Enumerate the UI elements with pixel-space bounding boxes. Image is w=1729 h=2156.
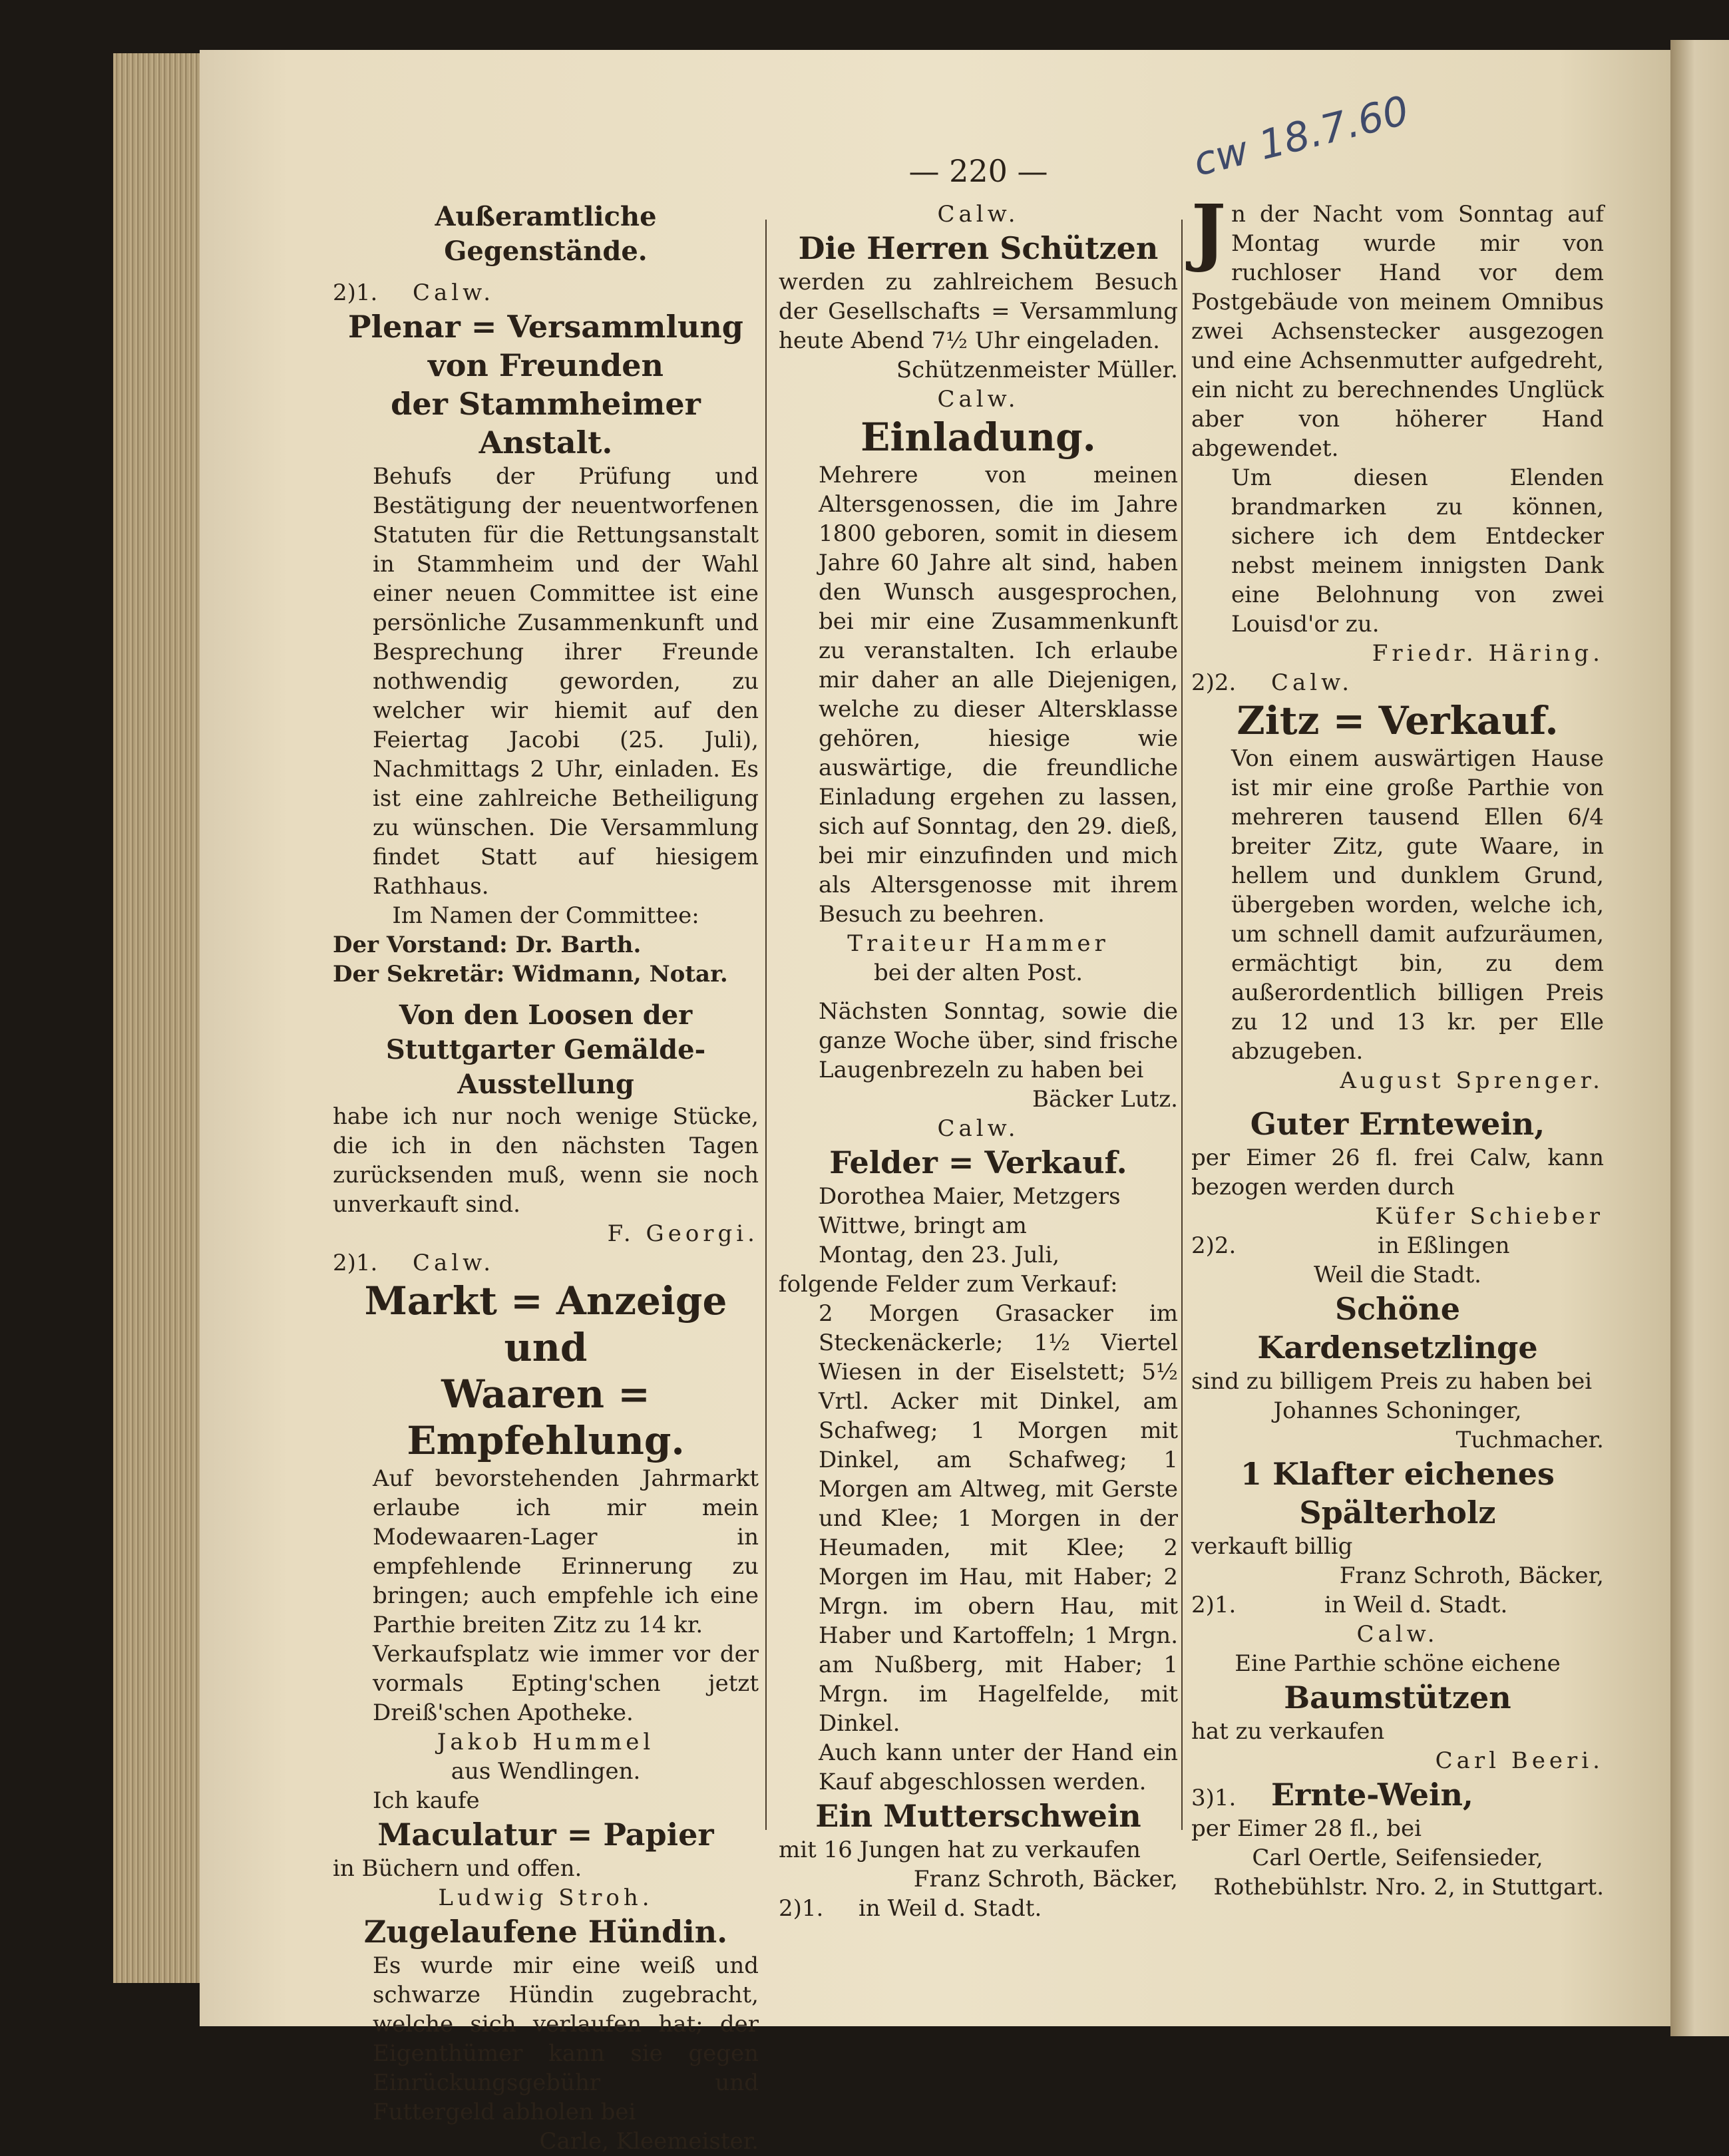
column-rule-1 [765,220,767,1830]
ad-signature: F. Georgi. [607,1220,759,1247]
ad-place: Calw. [1271,669,1354,696]
section-title: Außeramtliche Gegenstände. [435,201,657,267]
ad-signature: Franz Schroth, Bäcker, [1339,1562,1604,1589]
ad-list: 2 Morgen Grasacker im Steckenäckerle; 1½ Viertel Wiesen in der Eiselstett; 5½ Vrtl. Acker mit Dinkel, am Schafweg; 1 Morgen mit Dinkel, am Schafweg; 1 Morgen am Altweg, mit Gerste und Klee; 1 Morgen in der Heumaden, mit Klee; 2 Morgen im Hau, mit Haber; 2 Mrgn. im obern Hau, mit Haber und Kartoffeln; 1 Mrgn. am Nußberg, mit Haber; 1 Mrgn. im Hagelfelde, mit Dinkel. [819,1300,1178,1737]
ad-signature: Der Sekretär: Widmann, Notar. [333,961,728,988]
ad-ref: 2)1. [1191,1592,1237,1618]
ad-title: Markt = Anzeige und [364,1278,727,1370]
drop-cap: J [1191,188,1227,274]
ad-signature: August Sprenger. [1340,1067,1604,1094]
ad-signature: Im Namen der Committee: [392,902,699,929]
ad-title: der Stammheimer Anstalt. [391,386,701,460]
ad-title: Ernte-Wein, [1271,1777,1473,1813]
ad-body: hat zu verkaufen [1191,1718,1385,1745]
ad-body: Um diesen Elenden brandmarken zu können, sichere ich dem Entdecker nebst meinem innigsten Dank eine Belohnung von zwei Louisd'or zu. [1231,464,1604,637]
ad-body: habe ich nur noch wenige Stücke, die ich in den nächsten Tagen zurücksenden muß, wenn sie noch unverkauft sind. [333,1103,759,1218]
ad-signature: Carl Beeri. [1435,1747,1604,1774]
ad-signature: Tuchmacher. [1455,1427,1604,1453]
ad-title: Maculatur = Papier [377,1817,714,1853]
ad-title: Guter Erntewein, [1250,1106,1545,1142]
ad-ref: 2)2. [1191,1232,1237,1259]
ad-title: Plenar = Versammlung [348,309,743,345]
column-2 [779,200,1178,1923]
ad-place: Calw. [937,386,1020,413]
ad-signature: Ludwig Stroh. [438,1885,654,1911]
ad-place: Calw. [937,201,1020,228]
ad-title: Zugelaufene Hündin. [363,1914,728,1950]
ad-body: Montag, den 23. Juli, [819,1242,1060,1268]
ad-place: Calw. [937,1115,1020,1142]
ad-title: Von den Loosen der Stuttgarter Gemälde-Ausstellung [385,999,706,1100]
ad-body: verkauft billig [1191,1533,1353,1560]
ad-signature: Franz Schroth, Bäcker, [913,1866,1178,1892]
ad-body: Dorothea Maier, Metzgers Wittwe, bringt am [819,1183,1121,1239]
ad-ref: 2)2. [1191,669,1237,696]
ad-signature: in Eßlingen [1378,1232,1510,1259]
ad-body: Verkaufsplatz wie immer vor der vormals Epting'schen jetzt Dreiß'schen Apotheke. [373,1641,759,1726]
ad-intro: Ich kaufe [373,1787,480,1814]
ad-body: mit 16 Jungen hat zu verkaufen [779,1837,1141,1863]
page-number: — 220 — [908,153,1048,189]
ad-title: Baumstützen [1284,1680,1511,1715]
ad-body: Auch kann unter der Hand ein Kauf abgeschlossen werden. [819,1739,1178,1795]
ad-ref: 2)1. [333,1250,378,1276]
ad-body: folgende Felder zum Verkauf: [779,1271,1118,1298]
ad-title: Schöne Kardensetzlinge [1257,1291,1538,1365]
ad-body: Eine Parthie schöne eichene [1235,1650,1561,1677]
ad-signature: in Weil d. Stadt. [859,1895,1042,1922]
ad-body: n der Nacht vom Sonntag auf Montag wurde mir von ruchloser Hand vor dem Postgebäude von meinem Omnibus zwei Achsenstecker ausgezogen und eine Achsenmutter aufgedreht, ein nicht zu berechnendes Unglück aber von höherer Hand abgewendet. [1191,201,1604,462]
ad-place: Calw. [413,279,495,306]
ad-title: Ein Mutterschwein [815,1798,1141,1834]
ad-ref: 2)1. [333,279,378,306]
ad-signature: Carle, Kleemeister. [539,2128,759,2155]
column-1 [333,200,759,2156]
ad-body: Auf bevorstehenden Jahrmarkt erlaube ich mir mein Modewaaren-Lager in empfehlende Erinnerung zu bringen; auch empfehle ich eine Parthie breiten Zitz zu 14 kr. [373,1465,759,1638]
ad-signature: Rothebühlstr. Nro. 2, in Stuttgart. [1213,1874,1604,1900]
ad-signature: aus Wendlingen. [451,1758,641,1785]
ad-place: Calw. [413,1250,495,1276]
ad-signature: Bäcker Lutz. [1032,1086,1178,1113]
ad-body: Es wurde mir eine weiß und schwarze Hündin zugebracht, welche sich verlaufen hat; der Eigenthümer kann sie gegen Einrückungsgebühr und Futtergeld abholen bei [373,1952,759,2125]
ad-title: Waaren = Empfehlung. [407,1371,685,1463]
ad-signature: Schützenmeister Müller. [896,357,1178,383]
ad-body: Mehrere von meinen Altersgenossen, die im Jahre 1800 geboren, somit in diesem Jahre 60 Jahre alt sind, haben den Wunsch ausgesprochen, bei mir eine Zusammenkunft zu veranstalten. Ich erlaube mir daher an alle Diejenigen, welche zu dieser Altersklasse gehören, hiesige wie auswärtige, die freundliche Einladung ergehen zu lassen, sich auf Sonntag, den 29. dieß, bei mir einzufinden und mich als Altersgenosse mit ihrem Besuch zu beehren. [819,462,1178,928]
ad-signature: Küfer Schieber [1375,1203,1604,1230]
ad-ref: 3)1. [1191,1785,1237,1811]
ad-signature: Friedr. Häring. [1372,640,1604,667]
ad-body: in Büchern und offen. [333,1855,582,1882]
ad-title: 1 Klafter eichenes Spälterholz [1241,1456,1555,1530]
ad-title: von Freunden [428,347,664,383]
ad-body: per Eimer 28 fl., bei [1191,1815,1422,1842]
ad-signature: Jakob Hummel [437,1729,655,1755]
ad-signature: Carl Oertle, Seifensieder, [1252,1845,1543,1871]
ad-body: sind zu billigem Preis zu haben bei [1191,1368,1593,1395]
ad-body: Behufs der Prüfung und Bestätigung der neuentworfenen Statuten für die Rettungsanstalt in Stammheim und der Wahl einer neuen Committee ist eine persönliche Zusammenkunft und Besprechung ihrer Freunde nothwendig geworden, zu welcher wir hiemit auf den Feiertag Jacobi (25. Juli), Nachmittags 2 Uhr, einladen. Es ist eine zahlreiche Betheiligung zu wünschen. Die Versammlung findet Statt auf hiesigem Rathhaus. [373,463,759,900]
ad-title: Zitz = Verkauf. [1237,698,1559,743]
ad-ref: 2)1. [779,1895,824,1922]
ad-body: per Eimer 26 fl. frei Calw, kann bezogen werden durch [1191,1145,1604,1200]
ad-title: Felder = Verkauf. [829,1145,1127,1180]
ad-title: Einladung. [861,415,1096,460]
handwritten-note: cw 18.7.60 [1189,87,1414,186]
ad-body: werden zu zahlreichem Besuch der Gesellschafts = Versammlung heute Abend 7½ Uhr eingeladen. [779,269,1178,354]
facing-page-edge [1670,40,1729,2036]
ad-title: Die Herren Schützen [798,230,1159,266]
ad-body: Von einem auswärtigen Hause ist mir eine große Parthie von mehreren tausend Ellen 6/4 breiter Zitz, gute Waare, in hellem und dunklem Grund, übergeben worden, welche ich, um schnell damit aufzuräumen, ermächtigt bin, zu dem außerordentlich billigen Preis zu 12 und 13 kr. per Elle abzugeben. [1231,745,1604,1065]
ad-signature: in Weil d. Stadt. [1324,1592,1508,1618]
ad-body: Nächsten Sonntag, sowie die ganze Woche über, sind frische Laugenbrezeln zu haben bei [819,998,1178,1083]
ad-signature: Traiteur Hammer [847,930,1109,957]
ad-signature: bei der alten Post. [873,960,1083,986]
column-3 [1191,188,1604,1902]
ad-signature: Der Vorstand: Dr. Barth. [333,932,642,958]
ad-place: Weil die Stadt. [1314,1262,1481,1288]
ad-place: Calw. [1356,1621,1439,1648]
ad-signature: Johannes Schoninger, [1273,1397,1522,1424]
column-rule-2 [1181,220,1183,1830]
